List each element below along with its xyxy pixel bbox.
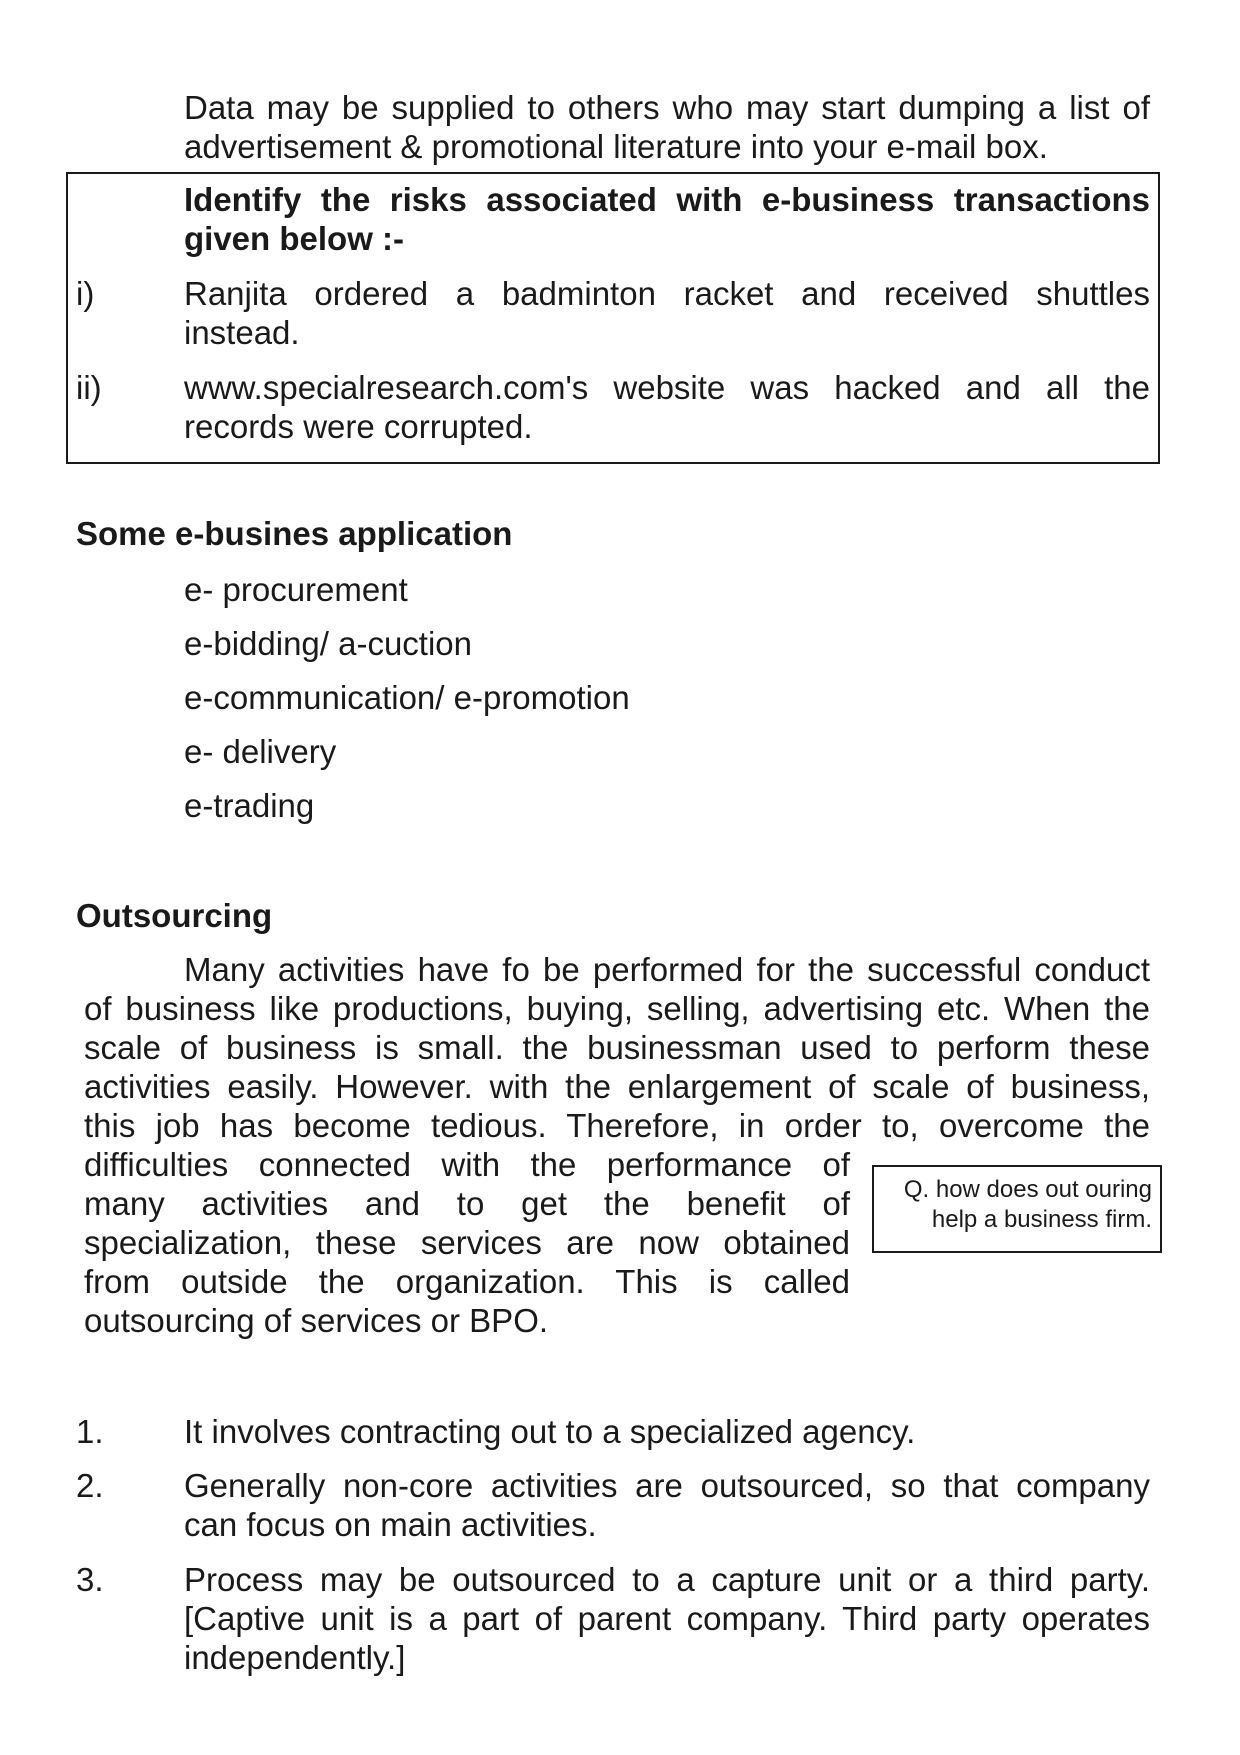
application-item: e-bidding/ a-cuction (184, 625, 473, 662)
feature-3-line-3: independently.] (184, 1639, 406, 1676)
risk-item-2-line-2: records were corrupted. (184, 408, 533, 445)
risk-heading-line-1: Identify the risks associated with e-business transactions (184, 181, 1150, 218)
outsourcing-line: from outside the organization. This is called (84, 1263, 850, 1300)
feature-1-line-1: It involves contracting out to a specialized agency. (184, 1413, 916, 1450)
outsourcing-line: scale of business is small. the businessman used to perform these (84, 1029, 1150, 1066)
outsourcing-line: this job has become tedious. Therefore, in order to, overcome the (84, 1107, 1150, 1144)
applications-heading: Some e-busines application (76, 515, 513, 552)
outsourcing-line: outsourcing of services or BPO. (84, 1302, 549, 1339)
risk-item-2-line-1: www.specialresearch.com's website was hacked and all the (184, 369, 1150, 406)
feature-marker: 2. (76, 1467, 104, 1504)
outsourcing-line: specialization, these services are now obtained (84, 1224, 850, 1261)
application-item: e- delivery (184, 733, 337, 770)
application-item: e- procurement (184, 571, 408, 608)
risk-item-1-line-2: instead. (184, 314, 300, 351)
question-box-line-1: Q. how does out ouring (903, 1176, 1152, 1203)
feature-marker: 3. (76, 1561, 104, 1598)
feature-3-line-1: Process may be outsourced to a capture unit or a third party. (184, 1561, 1150, 1598)
question-box (872, 1165, 1162, 1253)
outsourcing-line: activities easily. However. with the enlargement of scale of business, (84, 1068, 1150, 1105)
risk-heading-line-2: given below :- (184, 220, 405, 257)
intro-line-1: Data may be supplied to others who may start dumping a list of (184, 89, 1150, 126)
risk-item-1-line-1: Ranjita ordered a badminton racket and received shuttles (184, 275, 1150, 312)
application-item: e-trading (184, 787, 315, 824)
outsourcing-heading: Outsourcing (76, 897, 273, 934)
risk-item-marker: ii) (76, 369, 102, 406)
risk-item-marker: i) (76, 275, 95, 312)
outsourcing-line: difficulties connected with the performance of (84, 1146, 850, 1183)
outsourcing-line: of business like productions, buying, selling, advertising etc. When the (84, 990, 1150, 1027)
feature-2-line-2: can focus on main activities. (184, 1506, 597, 1543)
question-box-line-2: help a business firm. (931, 1206, 1152, 1233)
feature-marker: 1. (76, 1413, 104, 1450)
feature-3-line-2: [Captive unit is a part of parent company. Third party operates (184, 1600, 1150, 1637)
feature-2-line-1: Generally non-core activities are outsourced, so that company (184, 1467, 1150, 1504)
intro-line-2: advertisement & promotional literature into your e-mail box. (184, 128, 1048, 165)
outsourcing-line: Many activities have fo be performed for the successful conduct (184, 951, 1150, 988)
application-item: e-communication/ e-promotion (184, 679, 630, 716)
outsourcing-line: many activities and to get the benefit of (84, 1185, 850, 1222)
